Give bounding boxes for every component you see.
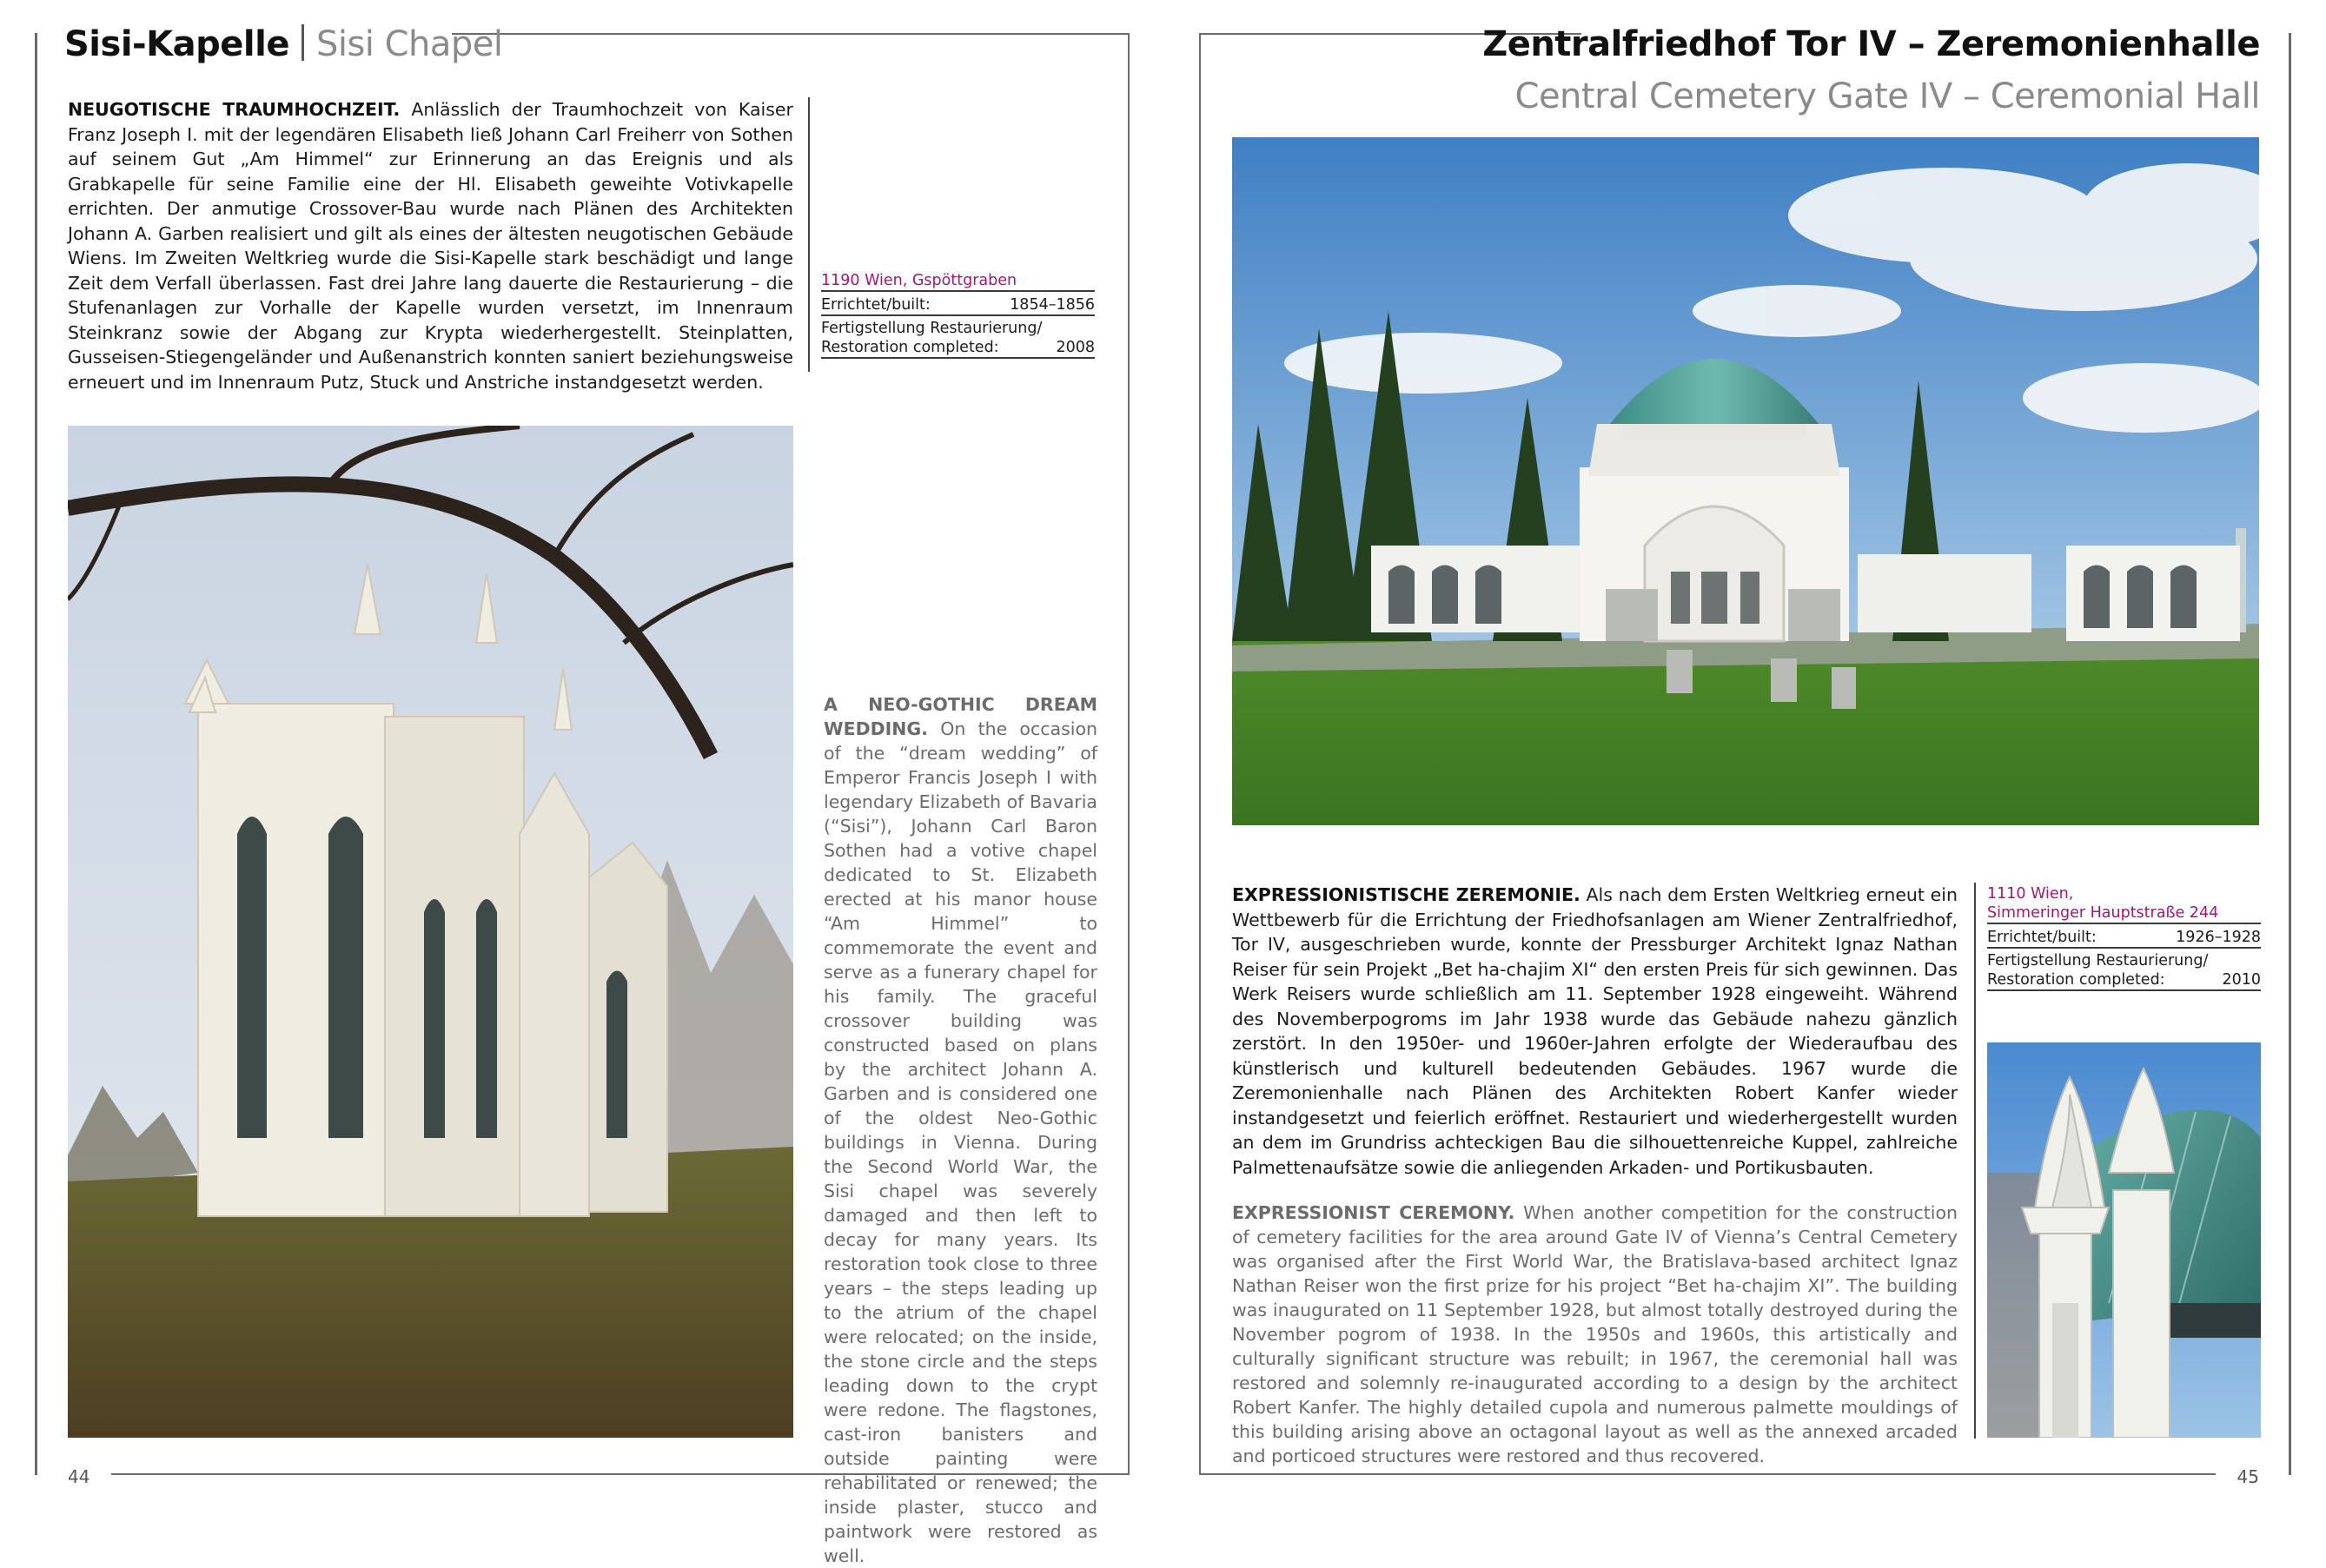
info-box [821, 271, 1095, 359]
info-restoration-label-2: Restoration completed: [1987, 971, 2165, 989]
info-address-line-1: 1110 Wien, [1987, 885, 2074, 903]
info-built-row [821, 292, 1095, 316]
german-lead: NEUGOTISCHE TRAUMHOCHZEIT. [68, 99, 401, 120]
info-built-value: 1926–1928 [2176, 929, 2261, 946]
chapel-photo [68, 426, 793, 1438]
info-restoration-row [821, 316, 1095, 359]
info-built-label: Errichtet/built: [821, 296, 931, 314]
left-frame-right [1128, 33, 1130, 1475]
right-frame-bottom [1199, 1473, 2216, 1475]
left-frame-top [452, 33, 1130, 35]
info-restoration-value: 2008 [1056, 339, 1095, 356]
english-paragraph [824, 692, 1097, 1568]
english-paragraph [1232, 1201, 1958, 1468]
info-restoration-value: 2010 [2222, 971, 2261, 989]
english-lead: EXPRESSIONIST CEREMONY. [1232, 1202, 1515, 1223]
left-frame-vertical [35, 33, 37, 1475]
german-text: Als nach dem Ersten Weltkrieg erneut ein Wettbewerb für die Errichtung der Friedhofsanlagen am Wiener Zentralfriedhof, Tor IV, ausgeschrieben wurde, konnte der Pressburger Architekt Ignaz Nathan Reiser für sein Projekt „Bet ha-chajim XI“ den ersten Preis für sich gewinnen. Das Werk Reisers wurde schließlich am 11. September 1928 eingeweiht. Während des Novemberpogroms im Jahr 1938 wurde das Gebäude nahezu gänzlich zerstört. In den 1950er- und 1960er-Jahren erfolgte der Wiederaufbau des künstlerisch und kulturell bedeutenden Gebäudes. 1967 wurde die Zeremonienhalle nach Plänen des Architekten Robert Kanfer wieder instandgesetzt und feierlich eröffnet. Restauriert und wiederhergestellt wurden an dem im Grundriss achteckigen Bau die silhouettenreiche Kuppel, zahlreiche Palmettenaufsätze sowie die anliegenden Arkaden- und Portikusbauten. [1232, 884, 1958, 1178]
page-number-left: 44 [68, 1466, 90, 1487]
info-restoration-label-1: Fertigstellung Restaurierung/ [821, 320, 1043, 337]
info-address-line-2: Simmeringer Hauptstraße 244 [1987, 903, 2261, 924]
title-separator [302, 24, 304, 61]
right-frame-vertical [2289, 33, 2291, 1475]
page-number-right: 45 [2237, 1466, 2259, 1487]
column-divider [1974, 883, 1976, 1439]
title-english: Sisi Chapel [315, 24, 503, 64]
ceremonial-hall-photo [1232, 137, 2259, 825]
right-frame-left [1199, 33, 1201, 1475]
page-title-english: Central Cemetery Gate IV – Ceremonial Hall [1514, 76, 2260, 116]
page-title [64, 24, 503, 64]
german-paragraph [68, 97, 793, 394]
page-title-german: Zentralfriedhof Tor IV – Zeremonienhalle [1482, 24, 2260, 64]
info-built-value: 1854–1856 [1010, 296, 1095, 314]
title-german: Sisi-Kapelle [64, 24, 289, 64]
english-text: When another competition for the construction of cemetery facilities for the area around Gate IV of Vienna’s Central Cemetery was organised after the First World War, the Bratislava-based architect Ignaz Nathan Reiser won the first prize for his project “Bet ha-chajim XI”. The building was inaugurated on 11 September 1928, but almost totally destroyed during the November pogrom of 1938. In the 1950s and 1960s, this artistically and culturally significant structure was rebuilt; in 1967, the ceremonial hall was restored and solemnly re-inaugurated according to a design by the architect Robert Kanfer. The highly detailed cupola and numerous palmette mouldings of this building arising above an octagonal layout as well as the annexed arcaded and porticoed structures were restored and thus recovered. [1232, 1202, 1958, 1466]
info-restoration-label-2: Restoration completed: [821, 339, 999, 356]
info-restoration-label-1: Fertigstellung Restaurierung/ [1987, 952, 2209, 969]
german-text: Anlässlich der Traumhochzeit von Kaiser Franz Joseph I. mit der legendären Elisabeth ließ Johann Carl Freiherr von Sothen auf seinem Gut „Am Himmel“ zur Erinnerung an das Ereignis und als Grabkapelle für seine Familie eine der Hl. Elisabeth geweihte Votivkapelle errichten. Der anmutige Crossover-Bau wurde nach Plänen des Architekten Johann A. Garben realisiert und gilt als eines der ältesten neugotischen Gebäude Wiens. Im Zweiten Weltkrieg wurde die Sisi-Kapelle stark beschädigt und lange Zeit dem Verfall überlassen. Fast drei Jahre lang dauerte die Restaurierung – die Stufenanlagen zur Vorhalle der Kapelle wurden versetzt, im Innenraum Steinkranz sowie der Abgang zur Krypta wiederhergestellt. Steinplatten, Gusseisen-Stiegengeländer und Außenanstrich konnten saniert beziehungsweise erneuert und im Innenraum Putz, Stuck und Anstriche instandgesetzt werden. [68, 99, 793, 393]
english-text: On the occasion of the “dream wedding” of Emperor Francis Joseph I with legendary Elizabeth of Bavaria (“Sisi”), Johann Carl Baron Sothen had a votive chapel dedicated to St. Elizabeth erected at his manor house “Am Himmel” to commemorate the event and serve as a funerary chapel for his family. The graceful crossover building was constructed based on plans by the architect Johann A. Garben and is considered one of the oldest Neo-Gothic buildings in Vienna. During the Second World War, the Sisi chapel was severely damaged and then left to decay for many years. Its restoration took close to three years – the steps leading up to the atrium of the chapel were relocated; on the inside, the stone circle and the steps leading down to the crypt were redone. The flagstones, cast-iron banisters and outside painting were rehabilitated or renewed; the inside plaster, stucco and paintwork were restored as well. [824, 718, 1097, 1566]
column-divider [808, 97, 810, 372]
english-lead: A NEO-GOTHIC DREAM WEDDING. [824, 694, 1097, 739]
info-address: 1190 Wien, Gspöttgraben [821, 271, 1095, 292]
palmette-detail-photo [1987, 1042, 2261, 1438]
info-box [1987, 884, 2261, 991]
info-built-label: Errichtet/built: [1987, 929, 2097, 946]
info-restoration-row [1987, 949, 2261, 991]
info-built-row [1987, 924, 2261, 949]
german-lead: EXPRESSIONISTISCHE ZEREMONIE. [1232, 884, 1580, 905]
german-paragraph [1232, 883, 1958, 1180]
